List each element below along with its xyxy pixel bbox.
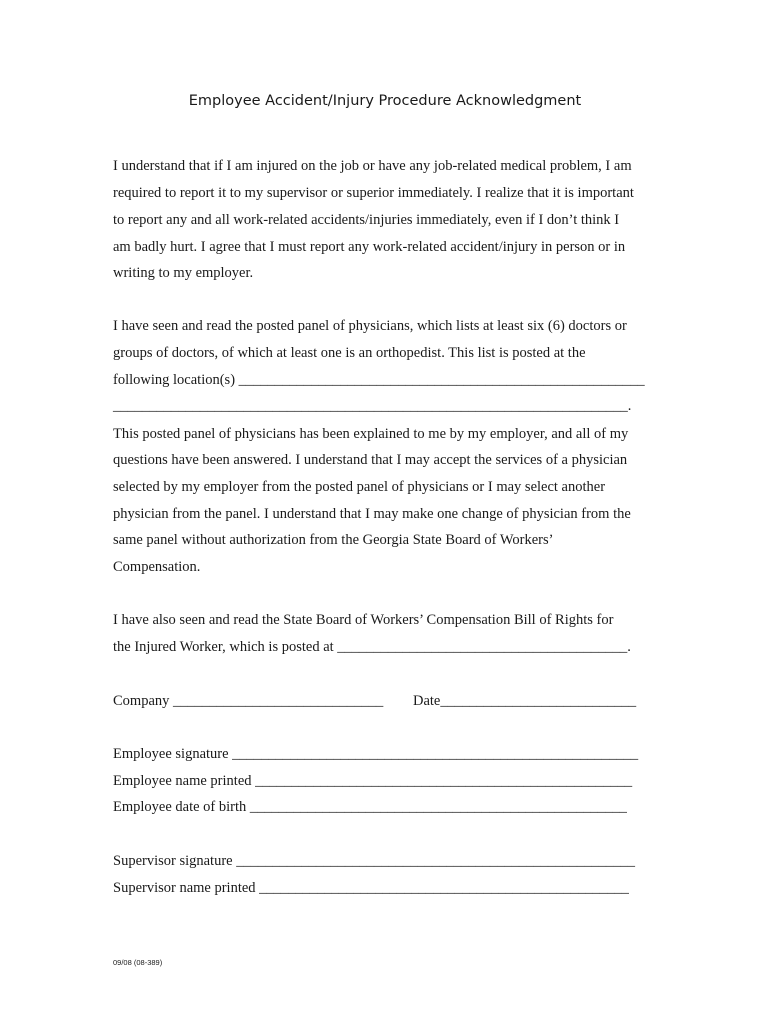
paragraph-line: same panel without authorization from the Georgia State Board of Workers’ <box>113 532 554 548</box>
paragraph-line: physician from the panel. I understand that I may make one change of physician from the <box>113 506 631 522</box>
location-blank-line: following location(s) ________________________________________________________ <box>113 372 645 388</box>
supervisor-signature-field: Supervisor signature _______________________________________________________ <box>113 853 635 869</box>
employee-signature-field: Employee signature ________________________________________________________ <box>113 746 639 762</box>
bill-of-rights-blank-line: the Injured Worker, which is posted at ________________________________________. <box>113 639 631 655</box>
paragraph-line: writing to my employer. <box>113 265 254 281</box>
paragraph-line: groups of doctors, of which at least one is an orthopedist. This list is posted at the <box>113 345 586 361</box>
paragraph-line: questions have been answered. I understand that I may accept the services of a physician <box>113 452 628 468</box>
form-code: 09/08 (08-389) <box>113 958 163 967</box>
paragraph-line: required to report it to my supervisor or superior immediately. I realize that it is important <box>113 185 634 201</box>
paragraph-line: Compensation. <box>113 559 201 575</box>
company-field: Company _____________________________ <box>113 693 384 709</box>
employee-dob-field: Employee date of birth ____________________________________________________ <box>113 799 627 815</box>
supervisor-name-field: Supervisor name printed ___________________________________________________ <box>113 880 629 896</box>
date-field: Date___________________________ <box>413 693 637 709</box>
paragraph-line: I have also seen and read the State Board of Workers’ Compensation Bill of Rights for <box>113 612 614 628</box>
paragraph-line: am badly hurt. I agree that I must report any work-related accident/injury in person or in <box>113 239 626 255</box>
paragraph-line: This posted panel of physicians has been explained to me by my employer, and all of my <box>113 426 629 442</box>
location-blank-line: _______________________________________________________________________. <box>113 398 632 414</box>
paragraph-line: I have seen and read the posted panel of physicians, which lists at least six (6) doctors or <box>113 318 627 334</box>
paragraph-line: to report any and all work-related accidents/injuries immediately, even if I don’t think I <box>113 212 620 228</box>
paragraph-line: I understand that if I am injured on the job or have any job-related medical problem, I am <box>113 158 632 174</box>
paragraph-line: selected by my employer from the posted panel of physicians or I may select another <box>113 479 606 495</box>
employee-name-field: Employee name printed ____________________________________________________ <box>113 773 633 789</box>
document-title: Employee Accident/Injury Procedure Acknowledgment <box>188 93 582 109</box>
